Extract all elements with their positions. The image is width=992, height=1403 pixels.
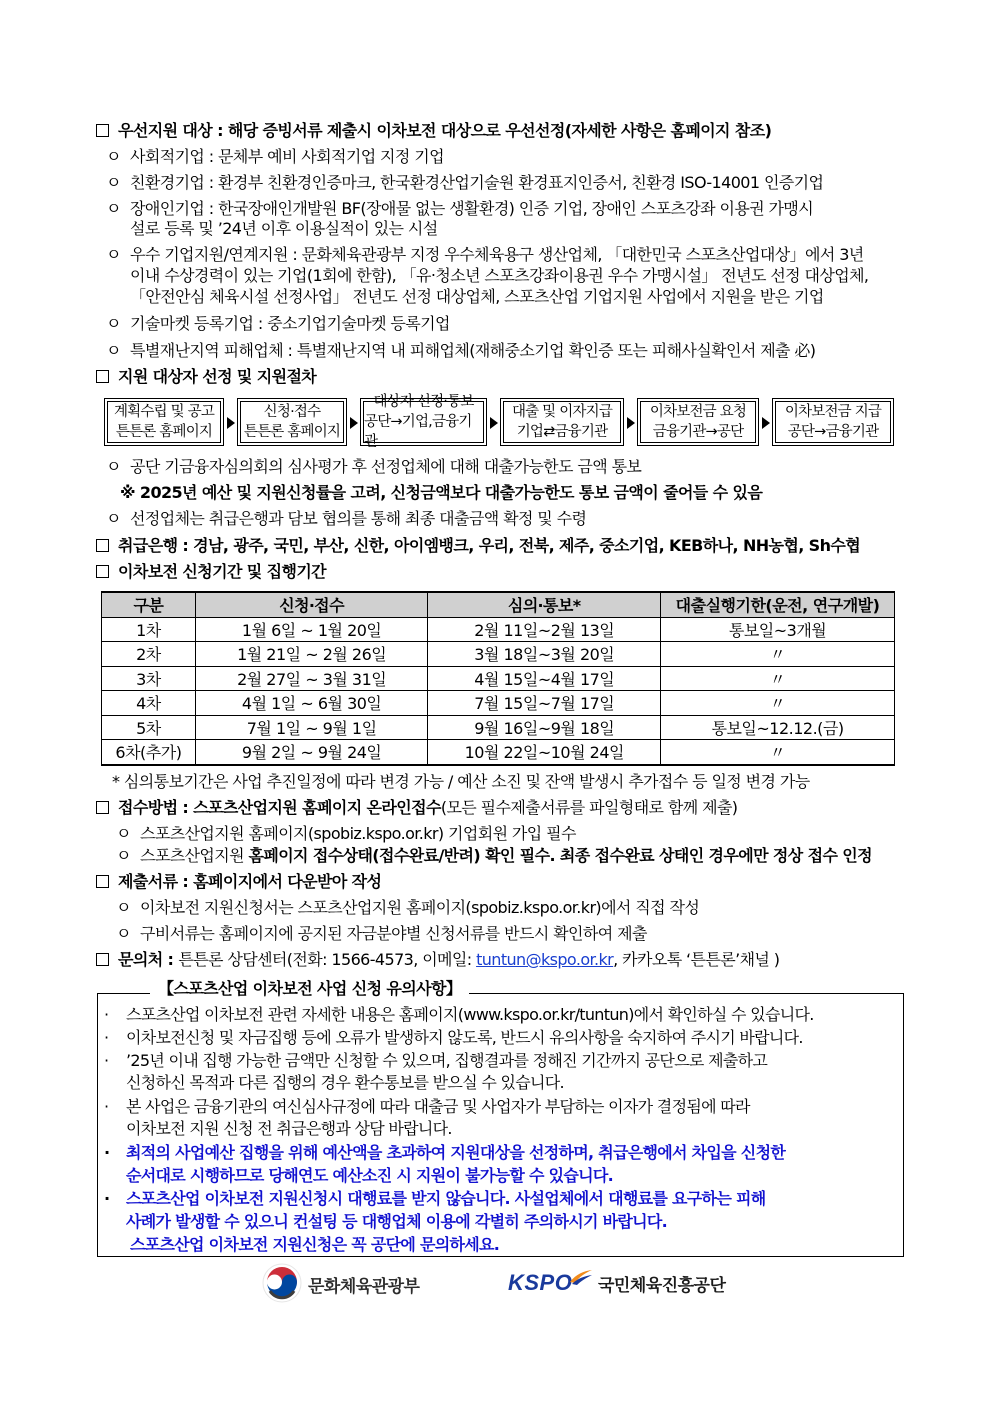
arrow-right-icon — [350, 417, 358, 429]
table-cell: 9월 2일 ~ 9월 24일 — [195, 740, 428, 765]
table-cell: 4월 15일~4월 17일 — [428, 666, 661, 691]
docs-item: ㅇ 이차보전 지원신청서는 스포츠산업지원 홈페이지(spobiz.kspo.or.kr)에서 직접 작성 — [116, 898, 700, 917]
notice-line-cont: 신청하신 목적과 다른 집행의 경우 환수통보를 받으실 수 있습니다. — [126, 1073, 564, 1092]
process-step: 신청·접수 튼튼론 홈페이지 — [237, 398, 347, 446]
notice-line: · 본 사업은 금융기관의 여신심사규정에 따라 대출금 및 사업자가 부담하는 이자가 결정됨에 따라 — [104, 1097, 750, 1116]
table-cell: 4월 1일 ~ 6월 30일 — [195, 691, 428, 716]
table-cell: 7월 1일 ~ 9월 1일 — [195, 715, 428, 740]
priority-item: ㅇ 특별재난지역 피해업체 : 특별재난지역 내 피해업체(재해중소기업 확인증 또는 피해사실확인서 제출 必) — [106, 341, 816, 360]
docs-item: ㅇ 구비서류는 홈페이지에 공지된 자금분야별 신청서류를 반드시 확인하여 제출 — [116, 924, 647, 943]
schedule-footnote: * 심의통보기간은 사업 추진일정에 따라 변경 가능 / 예산 소진 및 잔액 발생시 추가접수 등 일정 변경 가능 — [112, 772, 810, 791]
arrow-right-icon — [227, 417, 235, 429]
table-row — [102, 715, 895, 740]
table-cell: 2월 27일 ~ 3월 31일 — [195, 666, 428, 691]
notice-line: · 스포츠산업 이차보전 관련 자세한 내용은 홈페이지(www.kspo.or.kr/tuntun)에서 확인하실 수 있습니다. — [104, 1005, 814, 1024]
process-step: 계획수립 및 공고 튼튼론 홈페이지 — [104, 398, 224, 446]
square-bullet-icon — [96, 875, 109, 888]
priority-item-cont: 「안전안심 체육시설 선정사업」 전년도 선정 대상업체, 스포츠산업 기업지원 사업에서 지원을 받은 기업 — [130, 287, 824, 306]
table-cell: 3차 — [102, 666, 196, 691]
priority-item: ㅇ 우수 기업지원/연계지원 : 문화체육관광부 지정 우수체육용구 생산업체, 「대한민국 스포츠산업대상」에서 3년 — [106, 245, 864, 264]
banks-heading: 취급은행 : 경남, 광주, 국민, 부산, 신한, 아이엠뱅크, 우리, 전북, 제주, 중소기업, KEB하나, NH농협, Sh수협 — [96, 535, 860, 557]
square-bullet-icon — [96, 953, 109, 966]
notice-line: · ’25년 이내 집행 가능한 금액만 신청할 수 있으며, 집행결과를 정해진 기간까지 공단으로 제출하고 — [104, 1051, 768, 1070]
table-cell: 5차 — [102, 715, 196, 740]
notice-line-cont: 이차보전 지원 신청 전 취급은행과 상담 바랍니다. — [126, 1119, 452, 1138]
kspo-wordmark: KSPO — [508, 1270, 573, 1295]
docs-heading: 제출서류 : 홈페이지에서 다운받아 작성 — [96, 871, 381, 893]
square-bullet-icon — [96, 124, 109, 137]
notice-line: · 스포츠산업 이차보전 지원신청시 대행료를 받지 않습니다. 사설업체에서 대행료를 요구하는 피해 — [104, 1189, 766, 1208]
schedule-table — [101, 591, 895, 766]
square-bullet-icon — [96, 565, 109, 578]
priority-heading: 우선지원 대상 : 해당 증빙서류 제출시 이차보전 대상으로 우선선정(자세한 사항은 홈페이지 참조) — [96, 120, 771, 142]
notice-title: 【스포츠산업 이차보전 사업 신청 유의사항】 — [150, 978, 469, 1000]
table-row — [102, 691, 895, 716]
column-header: 신청‧접수 — [195, 592, 428, 617]
table-cell: 1월 6일 ~ 1월 20일 — [195, 617, 428, 642]
table-cell: 통보일~12.12.(금) — [661, 715, 895, 740]
apply-item: ㅇ 스포츠산업지원 홈페이지(spobiz.kspo.or.kr) 기업회원 가입 필수 — [116, 824, 576, 843]
priority-item: ㅇ 친환경기업 : 환경부 친환경인증마크, 한국환경산업기술원 환경표지인증서, 친환경 ISO-14001 인증기업 — [106, 173, 824, 192]
table-cell: 1월 21일 ~ 2월 26일 — [195, 642, 428, 667]
priority-item: ㅇ 장애인기업 : 한국장애인개발원 BF(장애물 없는 생활환경) 인증 기업, 장애인 스포츠강좌 이용권 가맹시 — [106, 199, 814, 218]
column-header: 대출실행기한(운전, 연구개발) — [661, 592, 895, 617]
contact-line: 문의처 : 튼튼론 상담센터(전화: 1566-4573, 이메일: tuntun@kspo.or.kr, 카카오톡 ‘튼튼론’채널 ) — [96, 949, 779, 971]
notice-line-cont: 사례가 발생할 수 있으니 컨설팅 등 대행업체 이용에 각별히 주의하시기 바랍니다. — [126, 1212, 668, 1231]
table-cell: 〃 — [661, 666, 895, 691]
process-step: 이차보전금 요청 금융기관→공단 — [637, 398, 759, 446]
process-note: ㅇ 선정업체는 취급은행과 담보 협의를 통해 최종 대출금액 확정 및 수령 — [106, 509, 587, 528]
table-cell: 〃 — [661, 740, 895, 765]
table-cell: 통보일~3개월 — [661, 617, 895, 642]
process-step: 대상자 선정‧통보 공단→기업,금융기관 — [360, 398, 487, 446]
table-cell: 4차 — [102, 691, 196, 716]
column-header: 심의‧통보* — [428, 592, 661, 617]
table-cell: 2월 11일~2월 13일 — [428, 617, 661, 642]
table-row — [102, 666, 895, 691]
process-flow — [104, 394, 894, 450]
table-cell: 9월 16일~9월 18일 — [428, 715, 661, 740]
apply-heading: 접수방법 : 스포츠산업지원 홈페이지 온라인접수(모든 필수제출서류를 파일형태로 함께 제출) — [96, 797, 737, 819]
process-step: 대출 및 이자지급 기업⇄금융기관 — [500, 398, 624, 446]
table-cell: 2차 — [102, 642, 196, 667]
square-bullet-icon — [96, 801, 109, 814]
process-note: ㅇ 공단 기금융자심의회의 심사평가 후 선정업체에 대해 대출가능한도 금액 통보 — [106, 457, 642, 476]
table-row — [102, 617, 895, 642]
kspo-name: 국민체육진흥공단 — [598, 1276, 726, 1296]
kspo-logo — [508, 1266, 748, 1300]
table-cell: 10월 22일~10월 24일 — [428, 740, 661, 765]
table-cell: 〃 — [661, 691, 895, 716]
table-header-row — [102, 592, 895, 617]
taegeuk-emblem-icon — [262, 1263, 302, 1303]
notice-line-cont: 스포츠산업 이차보전 지원신청은 꼭 공단에 문의하세요. — [130, 1235, 500, 1254]
square-bullet-icon — [96, 370, 109, 383]
process-step: 이차보전금 지급 공단→금융기관 — [772, 398, 894, 446]
table-cell: 〃 — [661, 642, 895, 667]
swoosh-icon — [568, 1268, 594, 1286]
ministry-logo — [262, 1262, 462, 1304]
table-cell: 6차(추가) — [102, 740, 196, 765]
priority-item: ㅇ 사회적기업 : 문체부 예비 사회적기업 지정 기업 — [106, 147, 444, 166]
arrow-right-icon — [762, 417, 770, 429]
arrow-right-icon — [627, 417, 635, 429]
priority-item-cont: 이내 수상경력이 있는 기업(1회에 한함), 「유‧청소년 스포츠강좌이용권 우수 가맹시설」 전년도 선정 대상업체, — [130, 266, 869, 285]
table-cell: 3월 18일~3월 20일 — [428, 642, 661, 667]
schedule-heading: 이차보전 신청기간 및 집행기간 — [96, 561, 326, 583]
priority-item-cont: 설로 등록 및 ’24년 이후 이용실적이 있는 시설 — [130, 219, 438, 238]
priority-item: ㅇ 기술마켓 등록기업 : 중소기업기술마켓 등록기업 — [106, 314, 450, 333]
ministry-name: 문화체육관광부 — [308, 1277, 420, 1297]
notice-line-cont: 순서대로 시행하므로 당해연도 예산소진 시 지원이 불가능할 수 있습니다. — [126, 1166, 614, 1185]
table-row — [102, 642, 895, 667]
notice-line: · 최적의 사업예산 집행을 위해 예산액을 초과하여 지원대상을 선정하며, 취급은행에서 차입을 신청한 — [104, 1143, 786, 1162]
table-row — [102, 740, 895, 765]
table-cell: 7월 15일~7월 17일 — [428, 691, 661, 716]
column-header: 구분 — [102, 592, 196, 617]
arrow-right-icon — [490, 417, 498, 429]
notice-line: · 이차보전신청 및 자금집행 등에 오류가 발생하지 않도록, 반드시 유의사항을 숙지하여 주시기 바랍니다. — [104, 1028, 803, 1047]
square-bullet-icon — [96, 539, 109, 552]
email-link[interactable]: tuntun@kspo.or.kr — [476, 950, 614, 969]
table-cell: 1차 — [102, 617, 196, 642]
process-warning: ※ 2025년 예산 및 지원신청률을 고려, 신청금액보다 대출가능한도 통보 금액이 줄어들 수 있음 — [120, 483, 763, 502]
process-heading: 지원 대상자 선정 및 지원절차 — [96, 366, 316, 388]
apply-item: ㅇ 스포츠산업지원 홈페이지 접수상태(접수완료/반려) 확인 필수. 최종 접수완료 상태인 경우에만 정상 접수 인정 — [116, 846, 873, 865]
